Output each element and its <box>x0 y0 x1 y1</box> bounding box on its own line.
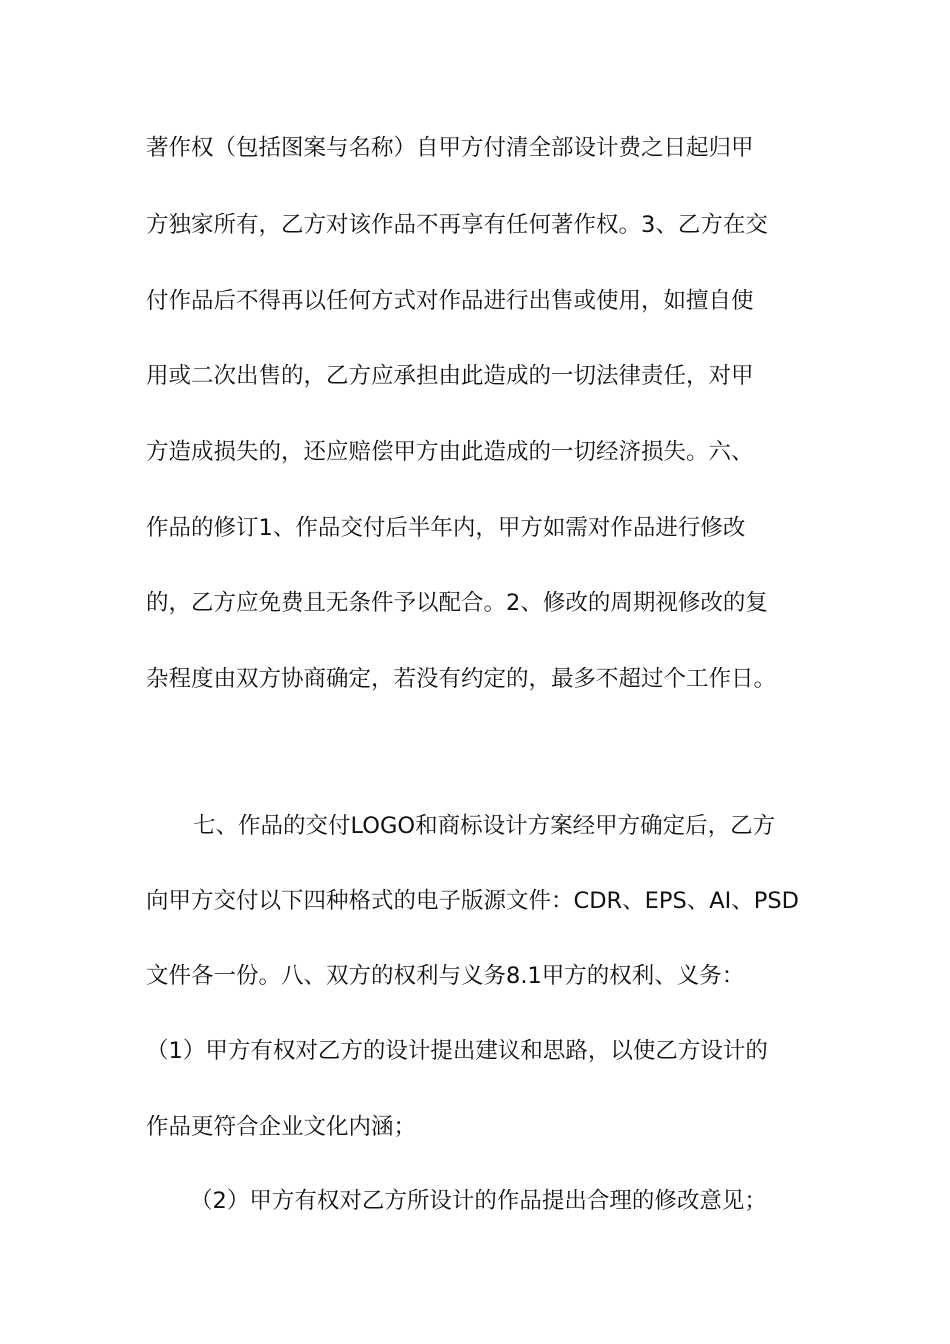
paragraph-line: （2）甲方有权对乙方所设计的作品提出合理的修改意见； <box>190 1188 767 1214</box>
paragraph-line: 的，乙方应免费且无条件予以配合。2、修改的周期视修改的复 <box>146 590 768 616</box>
paragraph-line: 著作权（包括图案与名称）自甲方付清全部设计费之日起归甲 <box>146 135 754 161</box>
paragraph-line: （1）甲方有权对乙方的设计提出建议和思路，以使乙方设计的 <box>146 1038 768 1064</box>
paragraph-line: 方造成损失的，还应赔偿甲方由此造成的一切经济损失。六、 <box>146 439 754 465</box>
paragraph-line: 作品更符合企业文化内涵； <box>146 1114 417 1140</box>
paragraph-line: 方独家所有，乙方对该作品不再享有任何著作权。3、乙方在交 <box>146 212 768 238</box>
paragraph-line: 文件各一份。八、双方的权利与义务8.1甲方的权利、义务： <box>146 963 745 989</box>
paragraph-line: 付作品后不得再以任何方式对作品进行出售或使用，如擅自使 <box>146 288 754 314</box>
paragraph-line: 杂程度由双方协商确定，若没有约定的，最多不超过个工作日。 <box>146 666 777 692</box>
paragraph-line: 向甲方交付以下四种格式的电子版源文件：CDR、EPS、AI、PSD <box>146 888 799 914</box>
paragraph-line: 用或二次出售的，乙方应承担由此造成的一切法律责任，对甲 <box>146 363 754 389</box>
paragraph-line: 七、作品的交付LOGO和商标设计方案经甲方确定后，乙方 <box>193 813 776 839</box>
paragraph-line: 作品的修订1、作品交付后半年内，甲方如需对作品进行修改 <box>146 515 746 541</box>
